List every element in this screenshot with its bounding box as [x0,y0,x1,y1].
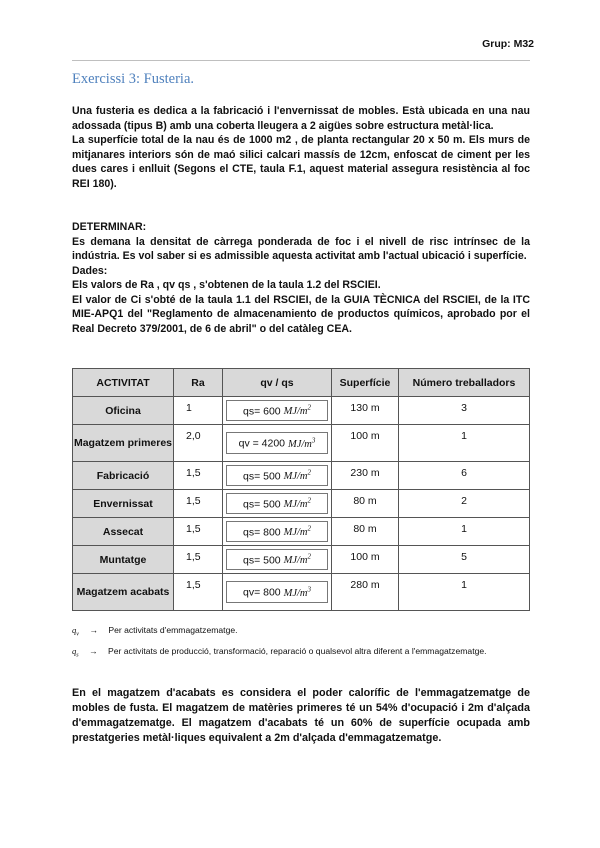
table-row [73,518,530,546]
table-row [73,490,530,518]
cell-q [223,518,332,546]
col-header-ra: Ra [174,369,223,397]
table-row [73,574,530,611]
exercise-title: Exercissi 3: Fusteria. [72,71,195,87]
q-unit: $MJ/m^2$ [283,552,311,567]
q-unit: $MJ/m^2$ [283,524,311,539]
q-value-box [226,581,328,603]
cell-ra: 2,0 [174,425,223,462]
arrow-icon: → [89,625,98,635]
note-qv-text: Per activitats d'emmagatzematge. [108,625,238,635]
col-header-q: qv / qs [223,369,332,397]
cell-superficie: 80 m [332,518,399,546]
note-qs-text: Per activitats de producció, transformació, reparació o qualsevol altra diferent a l'emmagatzematge. [108,645,487,656]
cell-treballadors: 5 [399,546,530,574]
q-unit: $MJ/m^3$ [287,436,316,450]
cell-activitat: Fabricació [73,462,174,490]
q-value: qs= 500 [242,470,281,483]
intro-section [72,104,530,191]
q-value: qv= 800 [242,586,281,599]
cell-q [223,490,332,518]
q-value: qs= 500 [242,498,281,511]
table-row [73,462,530,490]
q-unit: $MJ/m^2$ [283,468,311,483]
cell-activitat: Oficina [73,397,174,425]
table-row [73,425,530,462]
cell-activitat: Magatzem acabats [73,574,174,611]
cell-ra: 1,5 [174,546,223,574]
intro-paragraph-1: Una fusteria es dedica a la fabricació i l'envernissat de mobles. Està ubicada en una nau adossada (tipus B) amb una coberta lleugera a 2 aigües sobre estructura metàl·lica. [72,105,530,132]
cell-treballadors: 1 [399,574,530,611]
final-paragraph: En el magatzem d'acabats es considera el poder calorífic de l'emmagatzematge de mobles de fusta. El magatzem de matèries primeres té un 54% d'ocupació i 2m d'alçada d'emmagatzematge. El magatzem d'acabats té un 60% de superfície ocupada amb prestatgeries metàl·liques equivalent a 2m d'alçada d'emmagatzematge. [72,687,530,744]
cell-q [223,425,332,462]
qv-symbol: $q_v$ [72,625,79,638]
cell-treballadors: 1 [399,518,530,546]
dades-line-1: Els valors de Ra , qv qs , s'obtenen de la taula 1.2 del RSCIEI. [72,279,381,291]
header-divider [72,60,530,61]
intro-paragraph-2: La superfície total de la nau és de 1000 m2 , de planta rectangular 20 x 50 m. Els murs de mitjanares interiors són de maó silici calcari massís de 12cm, enfoscat de ciment per les dues cares i enlluit (Segons el CTE, taula F.1, aquest material assegura resistència al foc REI 180). [72,134,530,190]
qs-symbol: $q_s$ [72,645,79,659]
determinar-section [72,220,530,336]
q-unit: $MJ/m^2$ [283,403,311,418]
q-value-box [226,521,328,543]
note-qv [72,623,530,643]
cell-ra: 1,5 [174,462,223,490]
cell-activitat: Magatzem primeres [73,425,174,462]
determinar-text: Es demana la densitat de càrrega ponderada de foc i el nivell de risc intrínsec de la indústria. Es vol saber si es admissible aquesta activitat amb l'actual ubicació i superfície. [72,235,530,262]
group-label: Grup: M32 [482,38,534,50]
activities-table [72,368,530,611]
cell-activitat: Envernissat [73,490,174,518]
notes-section [72,623,530,664]
table-header-row [73,369,530,397]
table-row [73,397,530,425]
q-value: qs= 600 [242,405,281,418]
cell-ra: 1 [174,397,223,425]
q-value-box [226,465,328,487]
q-value-box [226,493,328,515]
cell-ra: 1,5 [174,518,223,546]
cell-treballadors: 3 [399,397,530,425]
col-header-activitat: ACTIVITAT [73,369,174,397]
determinar-heading: DETERMINAR: [72,221,147,233]
cell-superficie: 130 m [332,397,399,425]
cell-treballadors: 2 [399,490,530,518]
q-value-box [226,400,328,422]
table-row [73,546,530,574]
col-header-superficie: Superfície [332,369,399,397]
cell-superficie: 80 m [332,490,399,518]
cell-superficie: 100 m [332,546,399,574]
q-unit: $MJ/m^3$ [283,585,311,599]
cell-superficie: 280 m [332,574,399,611]
cell-q [223,574,332,611]
cell-superficie: 100 m [332,425,399,462]
cell-q [223,546,332,574]
cell-ra: 1,5 [174,574,223,611]
dades-label: Dades: [72,264,108,277]
cell-q [223,462,332,490]
dades-line-2: El valor de Ci s'obté de la taula 1.1 del RSCIEI, de la GUIA TÈCNICA del RSCIEI, de la ITC MIE-APQ1 del "Reglamento de almacenamiento de productos químicos, aprobado por el Real Decreto 379/2001, de 6 de abril" o del catàleg CEA. [72,293,530,335]
arrow-icon: → [89,645,98,656]
cell-activitat: Muntatge [73,546,174,574]
col-header-treballadors: Número treballadors [399,369,530,397]
q-unit: $MJ/m^2$ [283,496,311,511]
note-qs [72,644,530,664]
q-value: qs= 800 [242,526,281,539]
q-value-box [226,549,328,571]
cell-q [223,397,332,425]
cell-activitat: Assecat [73,518,174,546]
q-value: qs= 500 [242,554,281,567]
q-value: qv = 4200 [238,437,286,450]
cell-treballadors: 6 [399,462,530,490]
cell-treballadors: 1 [399,425,530,462]
q-value-box [226,432,328,454]
cell-ra: 1,5 [174,490,223,518]
cell-superficie: 230 m [332,462,399,490]
